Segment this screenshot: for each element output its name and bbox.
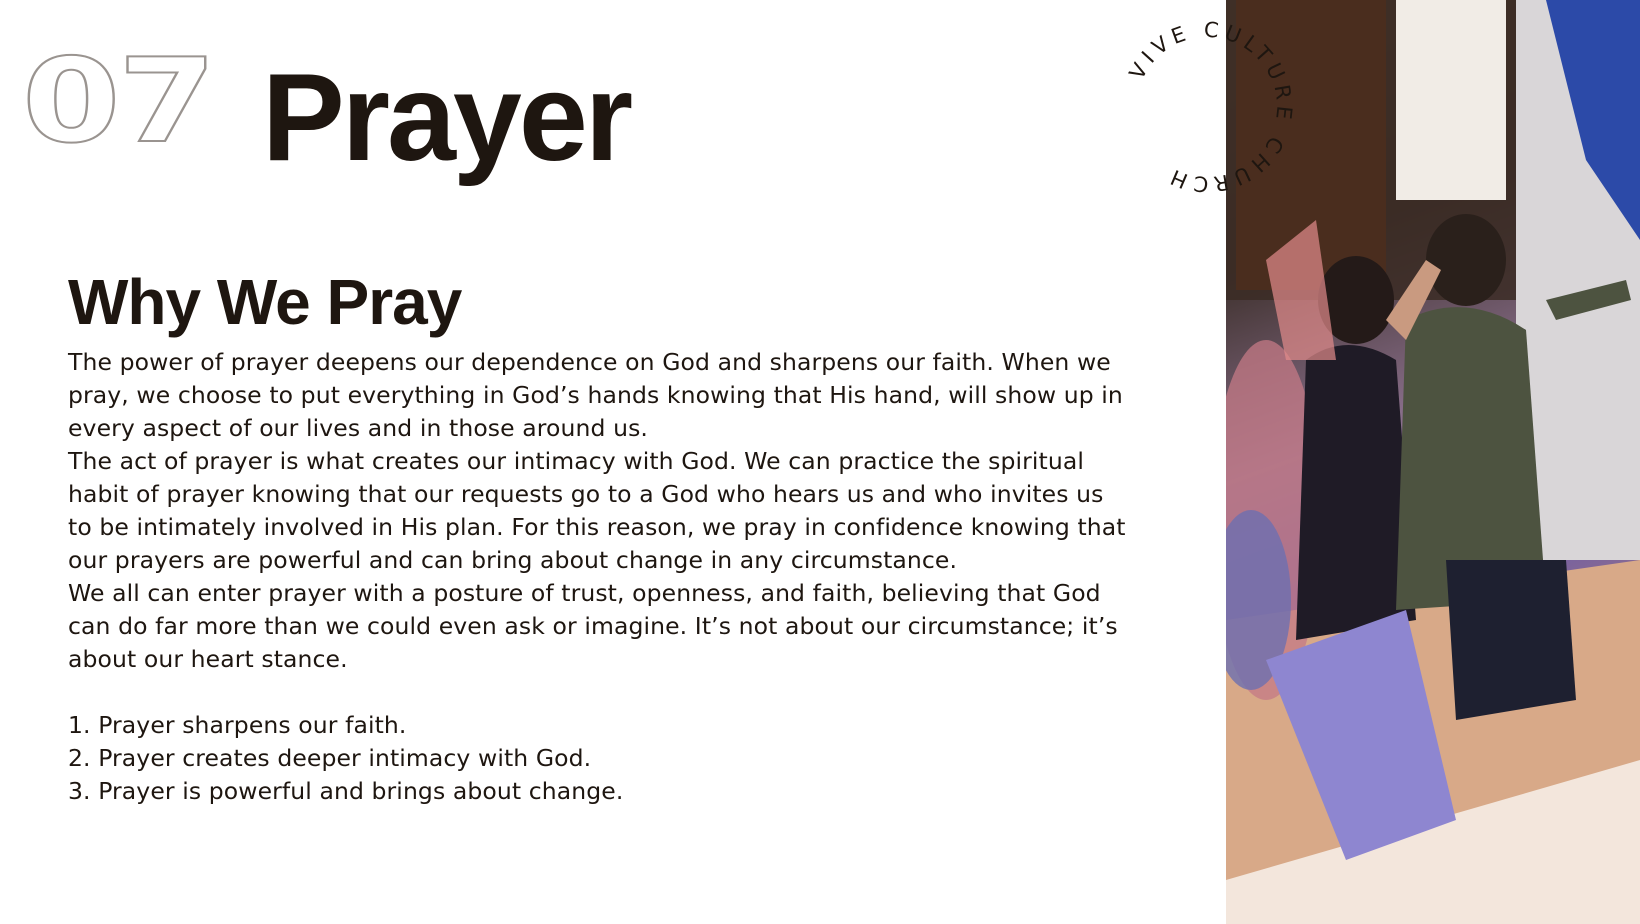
body-text [68,346,1128,808]
paragraph: The act of prayer is what creates our intimacy with God. We can practice the spiritual habit of prayer knowing that our requests go to a God who hears us and who invites us to be intimately involved in His plan. For this reason, we pray in confidence knowing that our prayers are powerful and can bring about change in any circumstance. [68,447,1126,574]
list-item: 2. Prayer creates deeper intimacy with God. [68,744,592,772]
paragraph: The power of prayer deepens our dependence on God and sharpens our faith. When we pray, we choose to put everything in God’s hands knowing that His hand, will show up in every aspect of our lives and in those around us. [68,348,1123,442]
slide-number: 07 [22,34,215,169]
badge-text: VIVE CULTURE CHURCH [1124,17,1297,197]
list-item: 3. Prayer is powerful and brings about change. [68,777,624,805]
spacer [68,676,1128,709]
list-item: 1. Prayer sharpens our faith. [68,711,407,739]
vive-culture-church-badge [1112,12,1302,202]
section-heading: Why We Pray [68,266,462,338]
page-title: Prayer [262,49,631,187]
paragraph: We all can enter prayer with a posture of trust, openness, and faith, believing that God can do far more than we could even ask or imagine. It’s not about our circumstance; it’s about our heart stance. [68,579,1118,673]
